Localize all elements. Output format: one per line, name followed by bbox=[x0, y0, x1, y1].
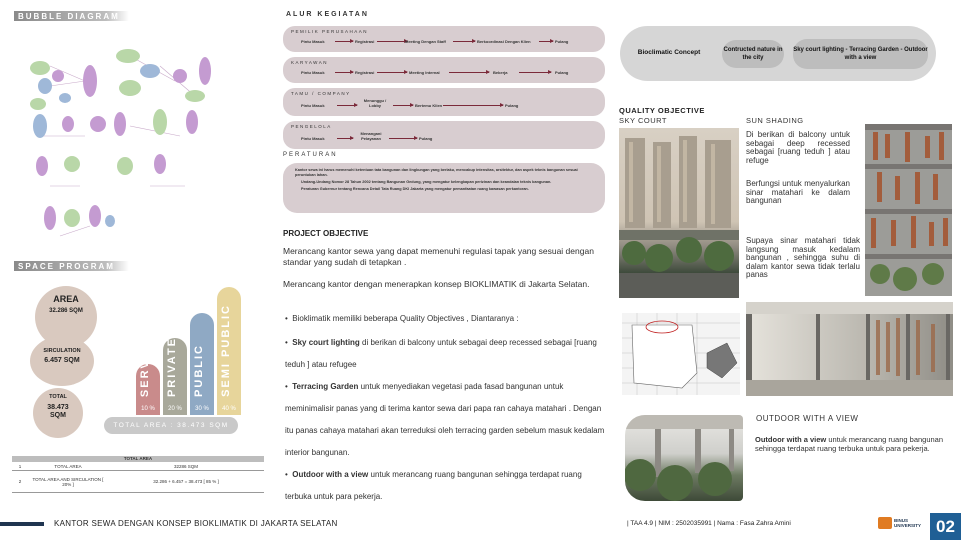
sun-shading-text-3: Supaya sinar matahari tidak langsung masuk kedalam bangunan , sehingga suhu di dalam kantor sewa tidak terlalu panas bbox=[746, 236, 860, 279]
bubble-node bbox=[140, 64, 160, 78]
bubble-node bbox=[154, 154, 166, 174]
flow-group-title: PEMILIK PERUSAHAAN bbox=[291, 29, 369, 34]
flow-step: Pintu Masuk bbox=[301, 136, 325, 141]
space-program-heading: SPACE PROGRAM bbox=[14, 261, 129, 271]
total-stat bbox=[33, 388, 83, 438]
sirculation-label: SIRCULATION bbox=[43, 348, 81, 354]
flow-step: Pulang bbox=[555, 39, 569, 44]
footer-title: KANTOR SEWA DENGAN KONSEP BIOKLIMATIK DI JAKARTA SELATAN bbox=[54, 519, 338, 528]
list-item: • Outdoor with a view untuk merancang ruang bangunan sehingga terdapat ruang terbuka untuk para pekerja. bbox=[285, 470, 582, 501]
interior-render bbox=[746, 302, 953, 396]
flow-step: Pulang bbox=[419, 136, 433, 141]
list-item-text: untuk merancang ruang bangunan sehingga terdapat ruang terbuka untuk para pekerja. bbox=[285, 470, 582, 501]
regulation-intro: Kantor sewa ini harus memenuhi ketentuan tata bangunan dan lingkungan yang berlaku, mencakup intensitas, arsitektur, dan aspek teknis bangunan sesuai peruntukan lahan. bbox=[295, 168, 578, 177]
sky-court-photo bbox=[619, 128, 739, 298]
sun-shading-heading: SUN SHADING bbox=[746, 116, 804, 125]
outdoor-heading: OUTDOOR WITH A VIEW bbox=[756, 414, 859, 423]
bubble-node bbox=[62, 116, 74, 132]
list-item: • Terracing Garden untuk menyediakan vegetasi pada fasad bangunan untuk meminimalisir panas yang di terima kantor sewa dari papa ran cahaya matahari . Dengan itu panas cahaya matahari akan terreduksi oleh terracing garden sebelum masuk kedalam interior bangunan. bbox=[285, 382, 605, 457]
regulation-heading: PERATURAN bbox=[283, 152, 338, 158]
flow-step: Pintu Masuk bbox=[301, 39, 325, 44]
bubble-node bbox=[119, 80, 141, 96]
list-item-strong: Sky court lighting bbox=[292, 338, 360, 347]
interior-photo bbox=[746, 302, 953, 396]
service-bar-percent: 10 % bbox=[141, 406, 155, 412]
bubble-node bbox=[186, 110, 198, 134]
flow-step: Pintu Masuk bbox=[301, 70, 325, 75]
bubble-node bbox=[117, 157, 133, 175]
outdoor-photo bbox=[625, 415, 743, 501]
bubble-node bbox=[38, 78, 52, 94]
flow-step: Registrasi bbox=[355, 39, 375, 44]
semi-public-bar-percent: 40 % bbox=[222, 406, 236, 412]
flow-group-title: TAMU / COMPANY bbox=[291, 91, 351, 96]
total-value: 38.473 SQM bbox=[47, 404, 69, 419]
site-plan bbox=[622, 313, 740, 395]
binus-logo bbox=[878, 515, 924, 535]
bubble-node bbox=[114, 112, 126, 136]
bubble-node bbox=[116, 49, 140, 63]
table-cell-value: 32.286 + 6.457 = 38.473 [ 85 % ] bbox=[153, 479, 219, 484]
flow-arrow bbox=[377, 41, 407, 42]
facade-photo bbox=[865, 124, 952, 296]
flow-step: Menunggu / Lobby bbox=[363, 98, 387, 108]
project-objective-para-2: Merancang kantor dengan menerapkan konsep BIOKLIMATIK di Jakarta Selatan. bbox=[283, 279, 590, 289]
project-objective-list bbox=[285, 313, 605, 508]
flow-arrow bbox=[389, 138, 417, 139]
bubble-node bbox=[64, 156, 80, 172]
table-cell-name: TOTAL AREA AND SIRCULATION [ 20% ] bbox=[32, 476, 104, 487]
bubble-node bbox=[44, 206, 56, 230]
bubble-node bbox=[59, 93, 71, 103]
table-row bbox=[12, 471, 264, 493]
logo-mark-icon bbox=[878, 517, 892, 529]
flow-step: Registrasi bbox=[355, 70, 375, 75]
site-plan-drawing bbox=[622, 313, 740, 395]
list-item-strong: Outdoor with a view bbox=[292, 470, 369, 479]
concept-sub-1: Contructed nature in the city bbox=[722, 40, 784, 68]
flow-arrow bbox=[335, 41, 353, 42]
regulation-point: Peraturan Gubernur tentang Rencana Detail Tata Ruang DKI Jakarta yang mengatur pemanfaatan ruang kawasan perkantoran. bbox=[301, 187, 529, 191]
concept-main: Bioclimatic Concept bbox=[637, 49, 701, 56]
total-area-table bbox=[12, 456, 264, 493]
flow-arrow bbox=[393, 105, 413, 106]
table-cell-value: 32286 SQM bbox=[173, 463, 198, 469]
flow-arrow bbox=[377, 72, 407, 73]
table-header: TOTAL AREA bbox=[12, 456, 264, 462]
bubble-node bbox=[36, 156, 48, 176]
public-bar-percent: 30 % bbox=[195, 406, 209, 412]
bubble-node bbox=[173, 69, 187, 83]
list-item: • Sky court lighting di berikan di balcony untuk sebagai deep recessed sebagai [ruang teduh ] atau refugee bbox=[285, 338, 597, 369]
flow-arrow bbox=[453, 41, 475, 42]
bubble-node bbox=[52, 70, 64, 82]
flow-group-guest bbox=[283, 88, 605, 116]
space-program-bars bbox=[130, 285, 240, 415]
bubble-diagram bbox=[10, 26, 250, 251]
bubble-node bbox=[33, 114, 47, 138]
flow-step: Bertemu Klien bbox=[415, 103, 443, 108]
semi-public-bar-label: SEMI PUBLIC bbox=[220, 304, 232, 397]
flow-arrow bbox=[539, 41, 553, 42]
flow-step: Meeting Internal bbox=[409, 70, 440, 75]
quality-objective-heading: QUALITY OBJECTIVE bbox=[619, 106, 705, 115]
public-bar bbox=[190, 313, 214, 415]
flow-step: Bekerja bbox=[493, 70, 508, 75]
bubble-diagram-graphic bbox=[10, 26, 250, 251]
flow-arrow bbox=[519, 72, 551, 73]
flow-step: Pulang bbox=[505, 103, 519, 108]
page-number: 02 bbox=[930, 513, 961, 540]
flow-group-employee bbox=[283, 57, 605, 83]
service-bar-label: SERVICE bbox=[139, 334, 151, 397]
sky-court-render bbox=[619, 128, 739, 298]
flow-heading: ALUR KEGIATAN bbox=[286, 11, 369, 18]
regulation-box bbox=[283, 163, 605, 213]
list-item-text: untuk menyediakan vegetasi pada fasad bangunan untuk meminimalisir panas yang di terima kantor sewa dari papa ran cahaya matahari . Dengan itu panas cahaya matahari akan terreduksi oleh terracing garden sebelum masuk kedalam interior bangunan. bbox=[285, 382, 605, 457]
flow-arrow bbox=[449, 72, 489, 73]
bubble-node bbox=[199, 57, 211, 85]
flow-group-manager bbox=[283, 121, 605, 149]
bubble-node bbox=[89, 205, 101, 227]
semi-public-bar bbox=[217, 287, 241, 415]
list-item-text: di berikan di balcony untuk sebagai deep recessed sebagai [ruang teduh ] atau refugee bbox=[285, 338, 597, 369]
outdoor-desc: untuk merancang ruang bangunan sehingga terdapat ruang terbuka untuk para pekerja. bbox=[755, 435, 944, 453]
list-item-text: Bioklimatik memiliki beberapa Quality Objectives , Diantaranya : bbox=[292, 314, 519, 323]
flow-group-owner bbox=[283, 26, 605, 52]
bubble-node bbox=[64, 209, 80, 227]
bubble-node bbox=[83, 65, 97, 97]
bubble-node bbox=[90, 116, 106, 132]
flow-step: Menangani Pelayanan bbox=[360, 131, 382, 141]
flow-step: Pulang bbox=[555, 70, 569, 75]
total-label: TOTAL bbox=[49, 394, 67, 400]
flow-step: Meeting Dengan Staff bbox=[405, 39, 446, 44]
bubble-node bbox=[105, 215, 115, 227]
flow-arrow bbox=[337, 105, 357, 106]
table-cell-no: 1 bbox=[18, 463, 22, 469]
sun-shading-text-1: Di berikan di balcony untuk sebagai deep recessed sebagai [ruang teduh ] atau refuge bbox=[746, 130, 850, 165]
bubble-node bbox=[30, 98, 46, 110]
private-bar bbox=[163, 338, 187, 415]
footer-accent-line bbox=[0, 522, 44, 526]
logo-text: BINUS UNIVERSITY bbox=[894, 518, 922, 528]
private-bar-percent: 20 % bbox=[168, 406, 182, 412]
concept-sub-2: Sky court lighting - Terracing Garden - Outdoor with a view bbox=[793, 39, 928, 69]
bubble-diagram-heading: BUBBLE DIAGRAM bbox=[14, 11, 129, 21]
table-cell-name: TOTAL AREA bbox=[54, 463, 82, 469]
flow-arrow bbox=[443, 105, 503, 106]
outdoor-strong: Outdoor with a view bbox=[755, 435, 827, 444]
sirculation-stat bbox=[30, 336, 94, 386]
bubble-node bbox=[185, 90, 205, 102]
total-area-bar: TOTAL AREA : 38.473 SQM bbox=[104, 417, 238, 434]
area-label: AREA bbox=[53, 294, 79, 304]
list-item: • Bioklimatik memiliki beberapa Quality Objectives , Diantaranya : bbox=[285, 314, 519, 323]
service-bar bbox=[136, 334, 160, 415]
sky-court-heading: SKY COURT bbox=[619, 116, 667, 125]
bubble-node bbox=[153, 109, 167, 135]
outdoor-render bbox=[625, 415, 743, 501]
sun-shading-text-2: Berfungsi untuk menyalurkan sinar matahari ke dalam bangunan bbox=[746, 179, 850, 205]
public-bar-label: PUBLIC bbox=[193, 344, 205, 397]
flow-group-title: PENGELOLA bbox=[291, 124, 332, 129]
regulation-point: Undang-Undang Nomor 28 Tahun 2002 tentang Bangunan Gedung, yang mengatur kelengkapan perizinan dan keandalan teknis bangunan. bbox=[301, 180, 552, 184]
bubble-node bbox=[30, 61, 50, 75]
sirculation-value: 6.457 SQM bbox=[44, 357, 80, 364]
flow-step: Berkoordinasi Dengan Klien bbox=[477, 39, 531, 44]
footer-author: | TAA 4.9 | NIM : 2502035991 | Nama : Fasa Zahra Amini bbox=[627, 520, 791, 527]
table-cell-no: 2 bbox=[18, 479, 22, 484]
table-row bbox=[12, 462, 264, 471]
outdoor-text bbox=[755, 436, 953, 453]
project-objective-heading: PROJECT OBJECTIVE bbox=[283, 229, 369, 238]
list-item-strong: Terracing Garden bbox=[292, 382, 359, 391]
area-value: 32.286 SQM bbox=[49, 308, 83, 314]
private-bar-label: PRIVATE bbox=[166, 336, 178, 397]
flow-step: Pintu Masuk bbox=[301, 103, 325, 108]
flow-arrow bbox=[335, 72, 353, 73]
facade-render bbox=[865, 124, 952, 296]
project-objective-para-1: Merancang kantor sewa yang dapat memenuhi regulasi tapak yang sesuai dengan standar yang sudah di tetapkan . bbox=[283, 246, 594, 267]
flow-group-title: KARYAWAN bbox=[291, 60, 329, 65]
flow-arrow bbox=[337, 138, 353, 139]
